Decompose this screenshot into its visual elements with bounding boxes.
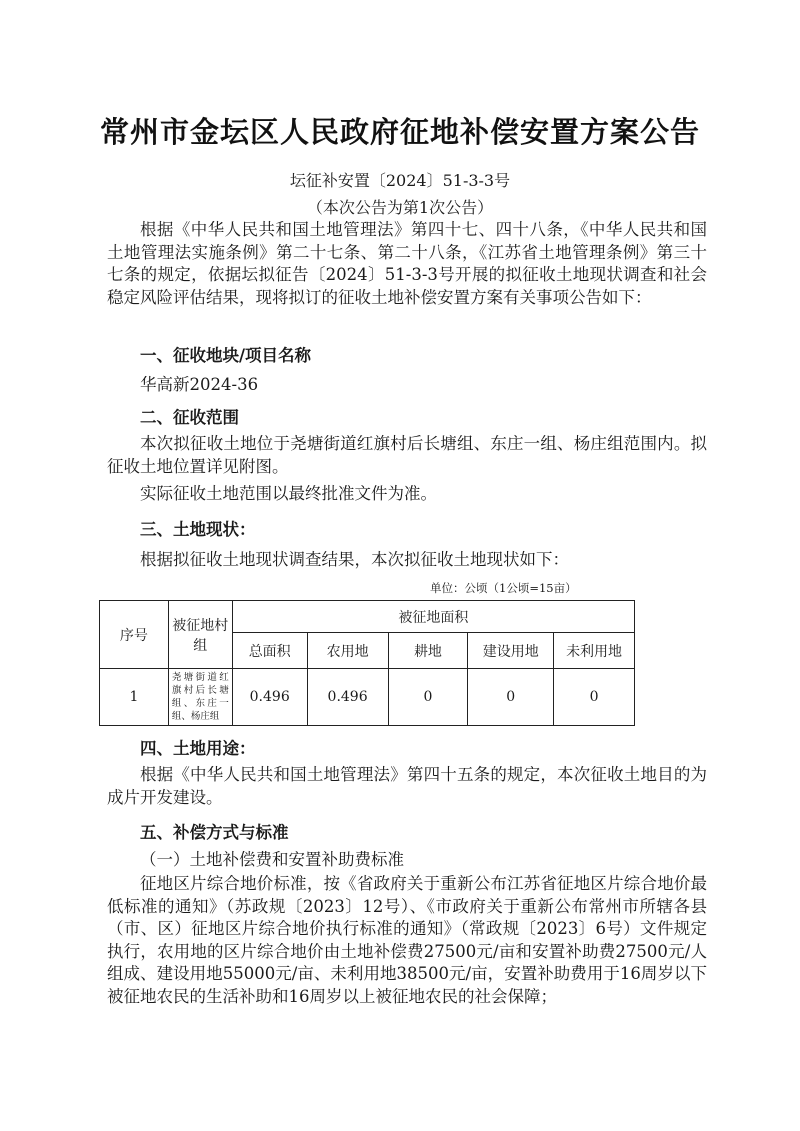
section5-paragraph-1: 征地区片综合地价标准，按《省政府关于重新公布江苏省征地区片综合地价最低标准的通知》（苏政规〔2023〕12号）、《市政府关于重新公布常州市所辖各县（市、区）征地区片综合地价执行标准的通知》（常政规〔2023〕6号）文件规定执行，农用地的区片综合地价由土地补偿费27500元/亩和安置补助费27500元/人组成、建设用地55000元/亩、未利用地38500元/亩，安置补助费用于16周岁以下被征地农民的生活补助和16周岁以上被征地农民的社会保障； [107,874,707,1006]
header-unused: 未利用地 [554,633,635,669]
land-status-table [99,600,635,726]
document-number: 坛征补安置〔2024〕51-3-3号 [289,171,511,190]
section4-paragraph-1: 根据《中华人民共和国土地管理法》第四十五条的规定，本次征收土地目的为成片开发建设。 [107,765,707,807]
cell-total: 0.496 [232,669,307,726]
notice-count: （本次公告为第1次公告） [306,198,494,217]
cell-no: 1 [100,669,169,726]
section2-paragraph-2: 实际征收土地范围以最终批准文件为准。 [140,484,437,503]
cell-agri: 0.496 [307,669,388,726]
table-unit-note: 单位：公顷（1公顷=15亩） [430,581,577,595]
section2-heading: 二、征收范围 [140,408,239,427]
section1-content: 华高新2024-36 [140,375,259,394]
section5-heading: 五、补偿方式与标准 [140,823,289,842]
table-row [100,669,635,726]
cell-arable: 0 [388,669,468,726]
document-title: 常州市金坛区人民政府征地补偿安置方案公告 [99,115,700,149]
header-village: 被征地村组 [168,601,232,669]
header-no: 序号 [100,601,169,669]
section3-paragraph-1: 根据拟征收土地现状调查结果，本次拟征收土地现状如下： [140,550,569,569]
header-agri: 农用地 [307,633,388,669]
intro-paragraph: 根据《中华人民共和国土地管理法》第四十七、四十八条，《中华人民共和国土地管理法实施条例》第二十七条、第二十八条，《江苏省土地管理条例》第三十七条的规定，依据坛拟征告〔2024〕51-3-3号开展的拟征收土地现状调查和社会稳定风险评估结果，现将拟订的征收土地补偿安置方案有关事项公告如下： [107,220,707,307]
section5-subheading: （一）土地补偿费和安置补助费标准 [140,850,404,869]
cell-village: 尧塘街道红旗村后长塘组、东庄一组、杨庄组 [168,669,232,726]
header-area: 被征地面积 [232,601,634,633]
section4-heading: 四、土地用途： [140,739,256,758]
section1-heading: 一、征收地块/项目名称 [140,346,312,365]
cell-construction: 0 [468,669,554,726]
header-construction: 建设用地 [468,633,554,669]
header-arable: 耕地 [388,633,468,669]
header-total: 总面积 [232,633,307,669]
cell-unused: 0 [554,669,635,726]
section2-paragraph-1: 本次拟征收土地位于尧塘街道红旗村后长塘组、东庄一组、杨庄组范围内。拟征收土地位置详见附图。 [107,434,707,476]
section3-heading: 三、土地现状： [140,520,256,539]
